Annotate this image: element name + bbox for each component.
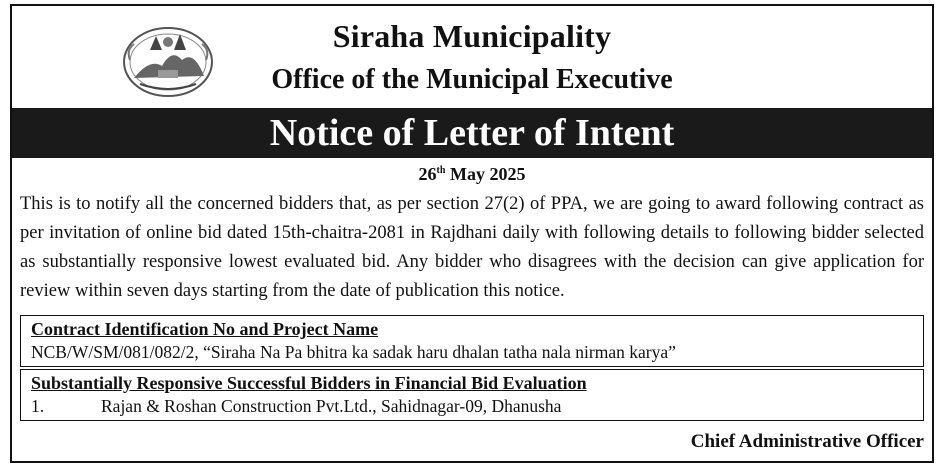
bidder-name: Rajan & Roshan Construction Pvt.Ltd., Sahidnagar-09, Dhanusha [101, 396, 562, 416]
date-month-year: May 2025 [445, 164, 526, 184]
contract-value: NCB/W/SM/081/082/2, “Siraha Na Pa bhitra ka sadak haru dhalan tatha nala nirman karya” [31, 342, 676, 362]
contract-box [20, 315, 924, 367]
notice-date [12, 164, 932, 185]
notice-title: Notice of Letter of Intent [12, 108, 932, 158]
notice-body: This is to notify all the concerned bidders that, as per section 27(2) of PPA, we are going to award following contract as per invitation of online bid dated 15th-chaitra-2081 in Rajdhani daily with following details to following bidder selected as substantially responsive lowest evaluated bid. Any bidder who disagrees with the decision can give application for review within seven days starting from the date of publication this notice. [20, 194, 924, 301]
notice-frame [10, 4, 934, 463]
bidders-heading: Substantially Responsive Successful Bidders in Financial Bid Evaluation [31, 373, 587, 393]
bidder-number: 1. [31, 396, 45, 416]
notice-header [12, 6, 932, 108]
date-suffix: th [436, 165, 446, 176]
bidders-box [20, 369, 924, 421]
signatory: Chief Administrative Officer [690, 431, 924, 452]
contract-heading: Contract Identification No and Project Name [31, 319, 379, 339]
organization-name: Siraha Municipality [332, 18, 612, 54]
office-name: Office of the Municipal Executive [271, 64, 673, 95]
date-day: 26 [418, 164, 437, 184]
